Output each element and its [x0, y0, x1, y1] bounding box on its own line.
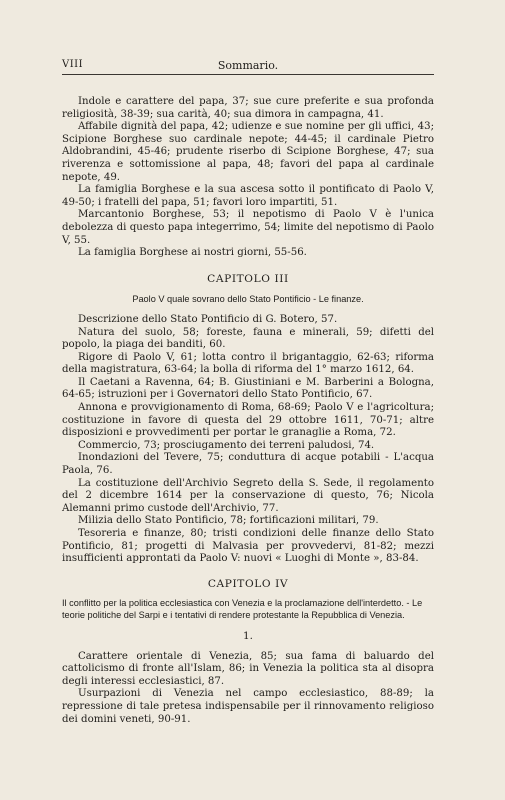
page-body [62, 96, 434, 726]
chapter-heading: CAPITOLO IV [207, 577, 289, 590]
paragraph: Tesoreria e finanze, 80; tristi condizioni delle finanze dello Stato Pontificio, 81; progetti di Malvasia per provvedervi, 81-82; mezzi insufficienti approntati da Paolo V: nuovi « Luoghi di Monte », 83-84. [62, 528, 434, 565]
paragraph: La costituzione dell'Archivio Segreto della S. Sede, il regolamento del 2 dicembre 1614 per la conservazione di questo, 76; Nicola Alemanni primo custode dell'Archivio, 77. [62, 477, 434, 514]
paragraph: Inondazioni del Tevere, 75; conduttura di acque potabili - L'acqua Paola, 76. [62, 452, 434, 477]
paragraph: Affabile dignità del papa, 42; udienze e sue nomine per gli uffici, 43; Scipione Borghese suo cardinale nepote; 44-45; il cardinale Pietro Aldobrandini, 45-46; prudente riserbo di Scipione Borghese, 47; sua riverenza e sottomissione al papa, 48; favori del papa al cardinale nepote, 49. [62, 121, 434, 183]
paragraph: Rigore di Paolo V, 61; lotta contro il brigantaggio, 62-63; riforma della magistratura, 63-64; la bolla di riforma del 1° marzo 1612, 64. [62, 351, 434, 376]
paragraph: La famiglia Borghese e la sua ascesa sotto il pontificato di Paolo V, 49-50; i fratelli del papa, 51; favori loro impartiti, 51. [62, 184, 434, 208]
paragraph: Usurpazioni di Venezia nel campo ecclesiastico, 88-89; la repressione di tale pretesa indispensabile per il rinnovamento religioso dei domini veneti, 90-91. [62, 688, 434, 725]
paragraph: Il Caetani a Ravenna, 64; B. Giustiniani e M. Barberini a Bologna, 64-65; istruzioni per i Governatori dello Stato Pontificio, 67. [62, 376, 434, 401]
paragraph: Milizia dello Stato Pontificio, 78; fortificazioni militari, 79. [78, 515, 379, 527]
running-title: Sommario. [217, 59, 279, 72]
page-number: VIII [62, 59, 84, 70]
paragraph: Commercio, 73; prosciugamento dei terreni paludosi, 74. [78, 439, 375, 451]
paragraph: Natura del suolo, 58; foreste, fauna e minerali, 59; difetti del popolo, la piaga dei banditi, 60. [62, 326, 434, 351]
section-number: 1. [243, 629, 253, 642]
paragraph: Marcantonio Borghese, 53; il nepotismo di Paolo V è l'unica debolezza di questo papa integerrimo, 54; limite del nepotismo di Paolo V, 55. [62, 209, 434, 246]
chapter-subtitle: Il conflitto per la politica ecclesiastica con Venezia e la proclamazione dell'interdetto. - Le teorie politiche del Sarpi e i tentativi di rendere protestante la Repubblica di Venezia. [62, 598, 423, 621]
paragraph: Carattere orientale di Venezia, 85; sua fama di baluardo del cattolicismo di fronte all'Islam, 86; in Venezia la politica sta al disopra degli interessi ecclesiastici, 87. [62, 650, 434, 687]
running-header [62, 59, 434, 73]
header-rule [62, 74, 434, 75]
paragraph: Indole e carattere del papa, 37; sue cure preferite e sua profonda religiosità, 38-39; sua carità, 40; sua dimora in campagna, 41. [62, 96, 434, 120]
paragraph: La famiglia Borghese ai nostri giorni, 55-56. [78, 247, 307, 259]
paragraph: Annona e provvigionamento di Roma, 68-69; Paolo V e l'agricoltura; costituzione in favore di questa del 29 ottobre 1611, 70-71; altre disposizioni e provvedimenti per portar le granaglie a Roma, 72. [62, 402, 434, 439]
chapter-heading: CAPITOLO III [207, 272, 289, 285]
chapter-subtitle: Paolo V quale sovrano dello Stato Pontificio - Le finanze. [132, 294, 364, 305]
paragraph: Descrizione dello Stato Pontificio di G. Botero, 57. [78, 313, 338, 325]
